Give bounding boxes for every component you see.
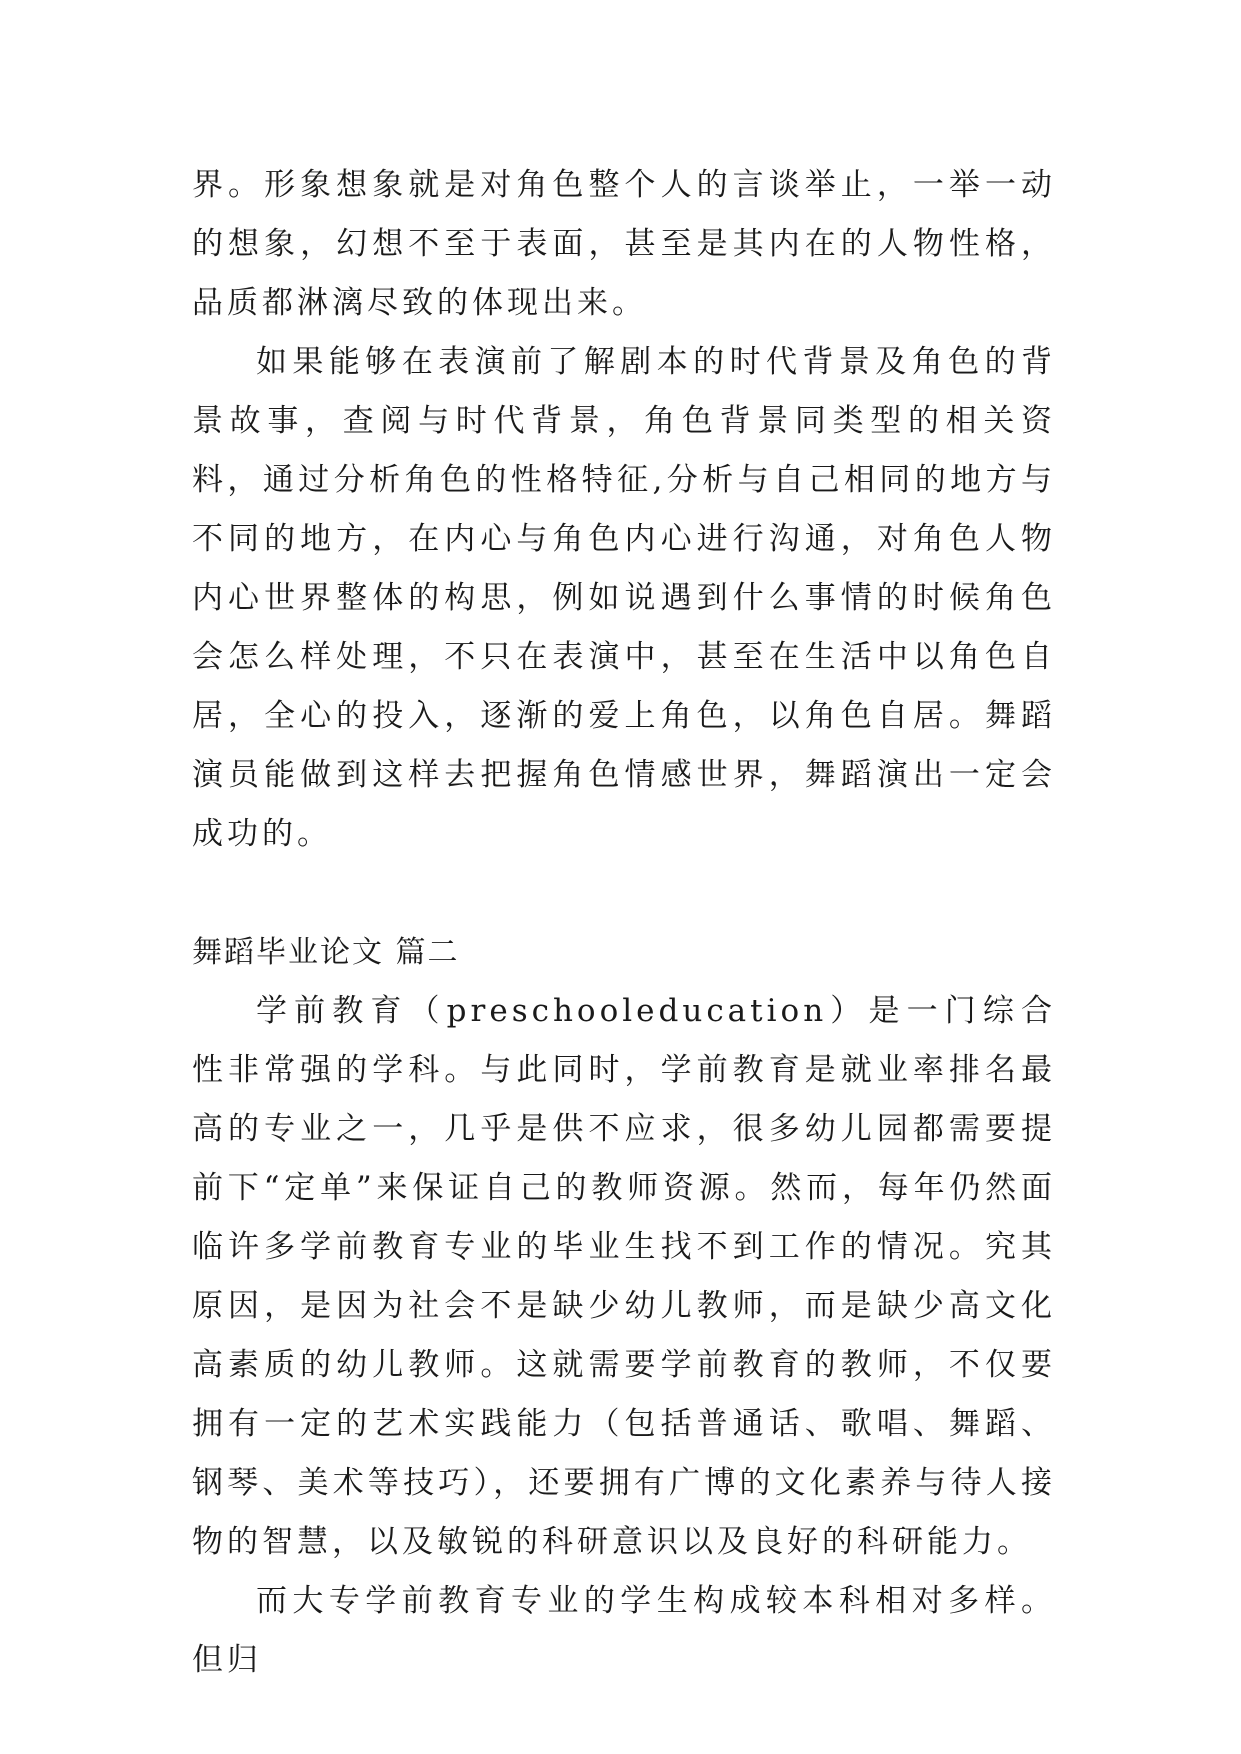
section-heading: 舞蹈毕业论文 篇二 <box>192 935 460 970</box>
paragraph-student-composition: 而大专学前教育专业的学生构成较本科相对多样。但归 <box>192 1583 1056 1678</box>
paragraph-preschool-education: 学前教育（preschooleducation）是一门综合性非常强的学科。与此同时，学前教育是就业率排名最高的专业之一，几乎是供不应求，很多幼儿园都需要提前下“定单”来保证自己的教师资源。然而，每年仍然面临许多学前教育专业的毕业生找不到工作的情况。究其原因，是因为社会不是缺少幼儿教师，而是缺少高文化高素质的幼儿教师。这就需要学前教育的教师，不仅要拥有一定的艺术实践能力（包括普通话、歌唱、舞蹈、钢琴、美术等技巧），还要拥有广博的文化素养与待人接物的智慧，以及敏锐的科研意识以及良好的科研能力。 <box>192 993 1056 1560</box>
paragraph-continuation: 界。形象想象就是对角色整个人的言谈举止，一举一动的想象，幻想不至于表面，甚至是其内在的人物性格，品质都淋漓尽致的体现出来。 <box>192 167 1056 321</box>
paragraph-role-background: 如果能够在表演前了解剧本的时代背景及角色的背景故事，查阅与时代背景，角色背景同类型的相关资料，通过分析角色的性格特征,分析与自己相同的地方与不同的地方，在内心与角色内心进行沟通，对角色人物内心世界整体的构思，例如说遇到什么事情的时候角色会怎么样处理，不只在表演中，甚至在生活中以角色自居，全心的投入，逐渐的爱上角色，以角色自居。舞蹈演员能做到这样去把握角色情感世界，舞蹈演出一定会成功的。 <box>192 344 1056 852</box>
document-body <box>192 156 1056 1690</box>
